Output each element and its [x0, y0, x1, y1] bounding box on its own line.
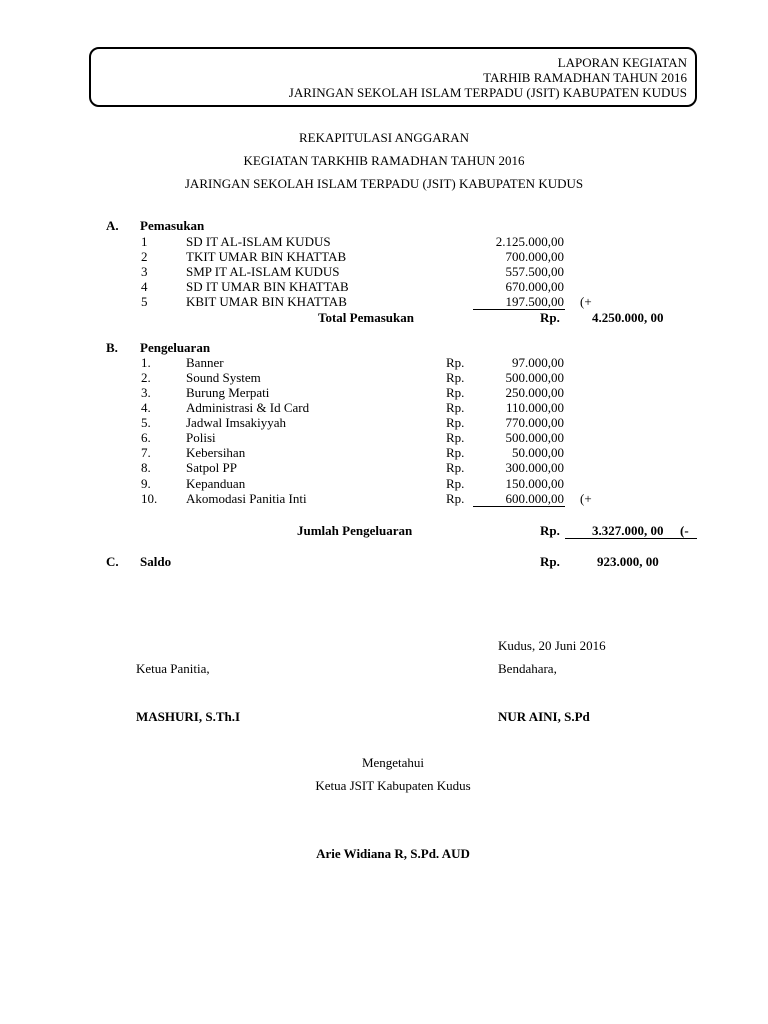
ketua-panitia-name: MASHURI, S.Th.I — [136, 709, 241, 724]
report-header-line-1: LAPORAN KEGIATAN — [557, 55, 687, 70]
pengeluaran-name: Akomodasi Panitia Inti — [186, 491, 307, 506]
pengeluaran-name: Jadwal Imsakiyyah — [186, 415, 287, 430]
pengeluaran-name: Burung Merpati — [186, 385, 270, 400]
pemasukan-name: SMP IT AL-ISLAM KUDUS — [186, 264, 340, 279]
pengeluaran-currency: Rp. — [446, 430, 465, 445]
pengeluaran-name: Banner — [186, 355, 224, 370]
pengeluaran-currency: Rp. — [446, 370, 465, 385]
saldo-letter: C. — [106, 554, 119, 569]
doc-title-line-2: KEGIATAN TARKHIB RAMADHAN TAHUN 2016 — [243, 153, 525, 168]
minus-mark: (- — [680, 523, 689, 538]
pengeluaran-no: 7. — [141, 445, 151, 460]
pemasukan-no: 5 — [141, 294, 148, 309]
pengeluaran-letter: B. — [106, 340, 118, 355]
pengeluaran-currency: Rp. — [446, 415, 465, 430]
pengeluaran-no: 1. — [141, 355, 151, 370]
report-header-line-3: JARINGAN SEKOLAH ISLAM TERPADU (JSIT) KABUPATEN KUDUS — [288, 85, 687, 100]
pengeluaran-no: 6. — [141, 430, 151, 445]
pemasukan-amount: 670.000,00 — [505, 279, 564, 294]
pengeluaran-no: 3. — [141, 385, 151, 400]
pemasukan-name: TKIT UMAR BIN KHATTAB — [186, 249, 347, 264]
pengeluaran-amount: 150.000,00 — [505, 476, 564, 491]
pengeluaran-name: Kebersihan — [186, 445, 246, 460]
total-pemasukan-currency: Rp. — [540, 310, 560, 325]
pengeluaran-amount: 600.000,00 — [505, 491, 564, 506]
pengeluaran-currency: Rp. — [446, 445, 465, 460]
pemasukan-no: 1 — [141, 234, 148, 249]
pengeluaran-currency: Rp. — [446, 385, 465, 400]
pemasukan-no: 3 — [141, 264, 148, 279]
pemasukan-no: 2 — [141, 249, 148, 264]
pengeluaran-currency: Rp. — [446, 491, 465, 506]
total-pemasukan-label: Total Pemasukan — [318, 310, 414, 325]
doc-title-line-1: REKAPITULASI ANGGARAN — [298, 130, 470, 145]
ketua-jsit-name: Arie Widiana R, S.Pd. AUD — [316, 846, 470, 861]
pemasukan-name: KBIT UMAR BIN KHATTAB — [186, 294, 347, 309]
sum-underline — [565, 538, 697, 539]
pengeluaran-amount: 300.000,00 — [505, 460, 564, 475]
pengeluaran-no: 10. — [141, 491, 158, 506]
pengeluaran-amount: 110.000,00 — [505, 400, 564, 415]
pengeluaran-no: 2. — [141, 370, 151, 385]
pengeluaran-name: Satpol PP — [186, 460, 237, 475]
pemasukan-amount: 197.500,00 — [505, 294, 564, 309]
pengeluaran-currency: Rp. — [446, 400, 465, 415]
pengeluaran-no: 8. — [141, 460, 151, 475]
pengeluaran-amount: 97.000,00 — [512, 355, 564, 370]
saldo-currency: Rp. — [540, 554, 560, 569]
doc-title-line-3: JARINGAN SEKOLAH ISLAM TERPADU (JSIT) KABUPATEN KUDUS — [184, 176, 584, 191]
pengeluaran-no: 4. — [141, 400, 151, 415]
pengeluaran-no: 9. — [141, 476, 151, 491]
bendahara-name: NUR AINI, S.Pd — [498, 709, 590, 724]
ketua-panitia-role: Ketua Panitia, — [136, 661, 210, 676]
pemasukan-amount: 2.125.000,00 — [495, 234, 564, 249]
pengeluaran-heading: Pengeluaran — [140, 340, 211, 355]
pemasukan-letter: A. — [106, 218, 119, 233]
report-header-line-2: TARHIB RAMADHAN TAHUN 2016 — [483, 70, 687, 85]
ketua-jsit-role: Ketua JSIT Kabupaten Kudus — [315, 778, 471, 793]
pengeluaran-name: Administrasi & Id Card — [186, 400, 310, 415]
total-pemasukan-value: 4.250.000, 00 — [592, 310, 664, 325]
saldo-value: 923.000, 00 — [597, 554, 659, 569]
pengeluaran-amount: 770.000,00 — [505, 415, 564, 430]
plus-mark: (+ — [580, 294, 592, 309]
jumlah-pengeluaran-value: 3.327.000, 00 — [592, 523, 664, 538]
place-date: Kudus, 20 Juni 2016 — [498, 638, 606, 653]
pemasukan-name: SD IT UMAR BIN KHATTAB — [186, 279, 349, 294]
pengeluaran-name: Kepanduan — [186, 476, 246, 491]
jumlah-pengeluaran-label: Jumlah Pengeluaran — [297, 523, 413, 538]
pengeluaran-currency: Rp. — [446, 355, 465, 370]
pengeluaran-amount: 50.000,00 — [512, 445, 564, 460]
pengeluaran-name: Polisi — [186, 430, 216, 445]
pemasukan-amount: 700.000,00 — [505, 249, 564, 264]
sum-underline — [473, 506, 565, 507]
pemasukan-amount: 557.500,00 — [505, 264, 564, 279]
report-header-box — [89, 47, 697, 107]
bendahara-role: Bendahara, — [498, 661, 557, 676]
jumlah-pengeluaran-currency: Rp. — [540, 523, 560, 538]
mengetahui-label: Mengetahui — [361, 755, 425, 770]
pengeluaran-no: 5. — [141, 415, 151, 430]
saldo-label: Saldo — [140, 554, 172, 569]
pemasukan-no: 4 — [141, 279, 148, 294]
plus-mark: (+ — [580, 491, 592, 506]
pengeluaran-name: Sound System — [186, 370, 261, 385]
pemasukan-name: SD IT AL-ISLAM KUDUS — [186, 234, 331, 249]
pengeluaran-amount: 250.000,00 — [505, 385, 564, 400]
pengeluaran-amount: 500.000,00 — [505, 430, 564, 445]
pengeluaran-currency: Rp. — [446, 460, 465, 475]
pengeluaran-amount: 500.000,00 — [505, 370, 564, 385]
pemasukan-heading: Pemasukan — [140, 218, 205, 233]
pengeluaran-currency: Rp. — [446, 476, 465, 491]
